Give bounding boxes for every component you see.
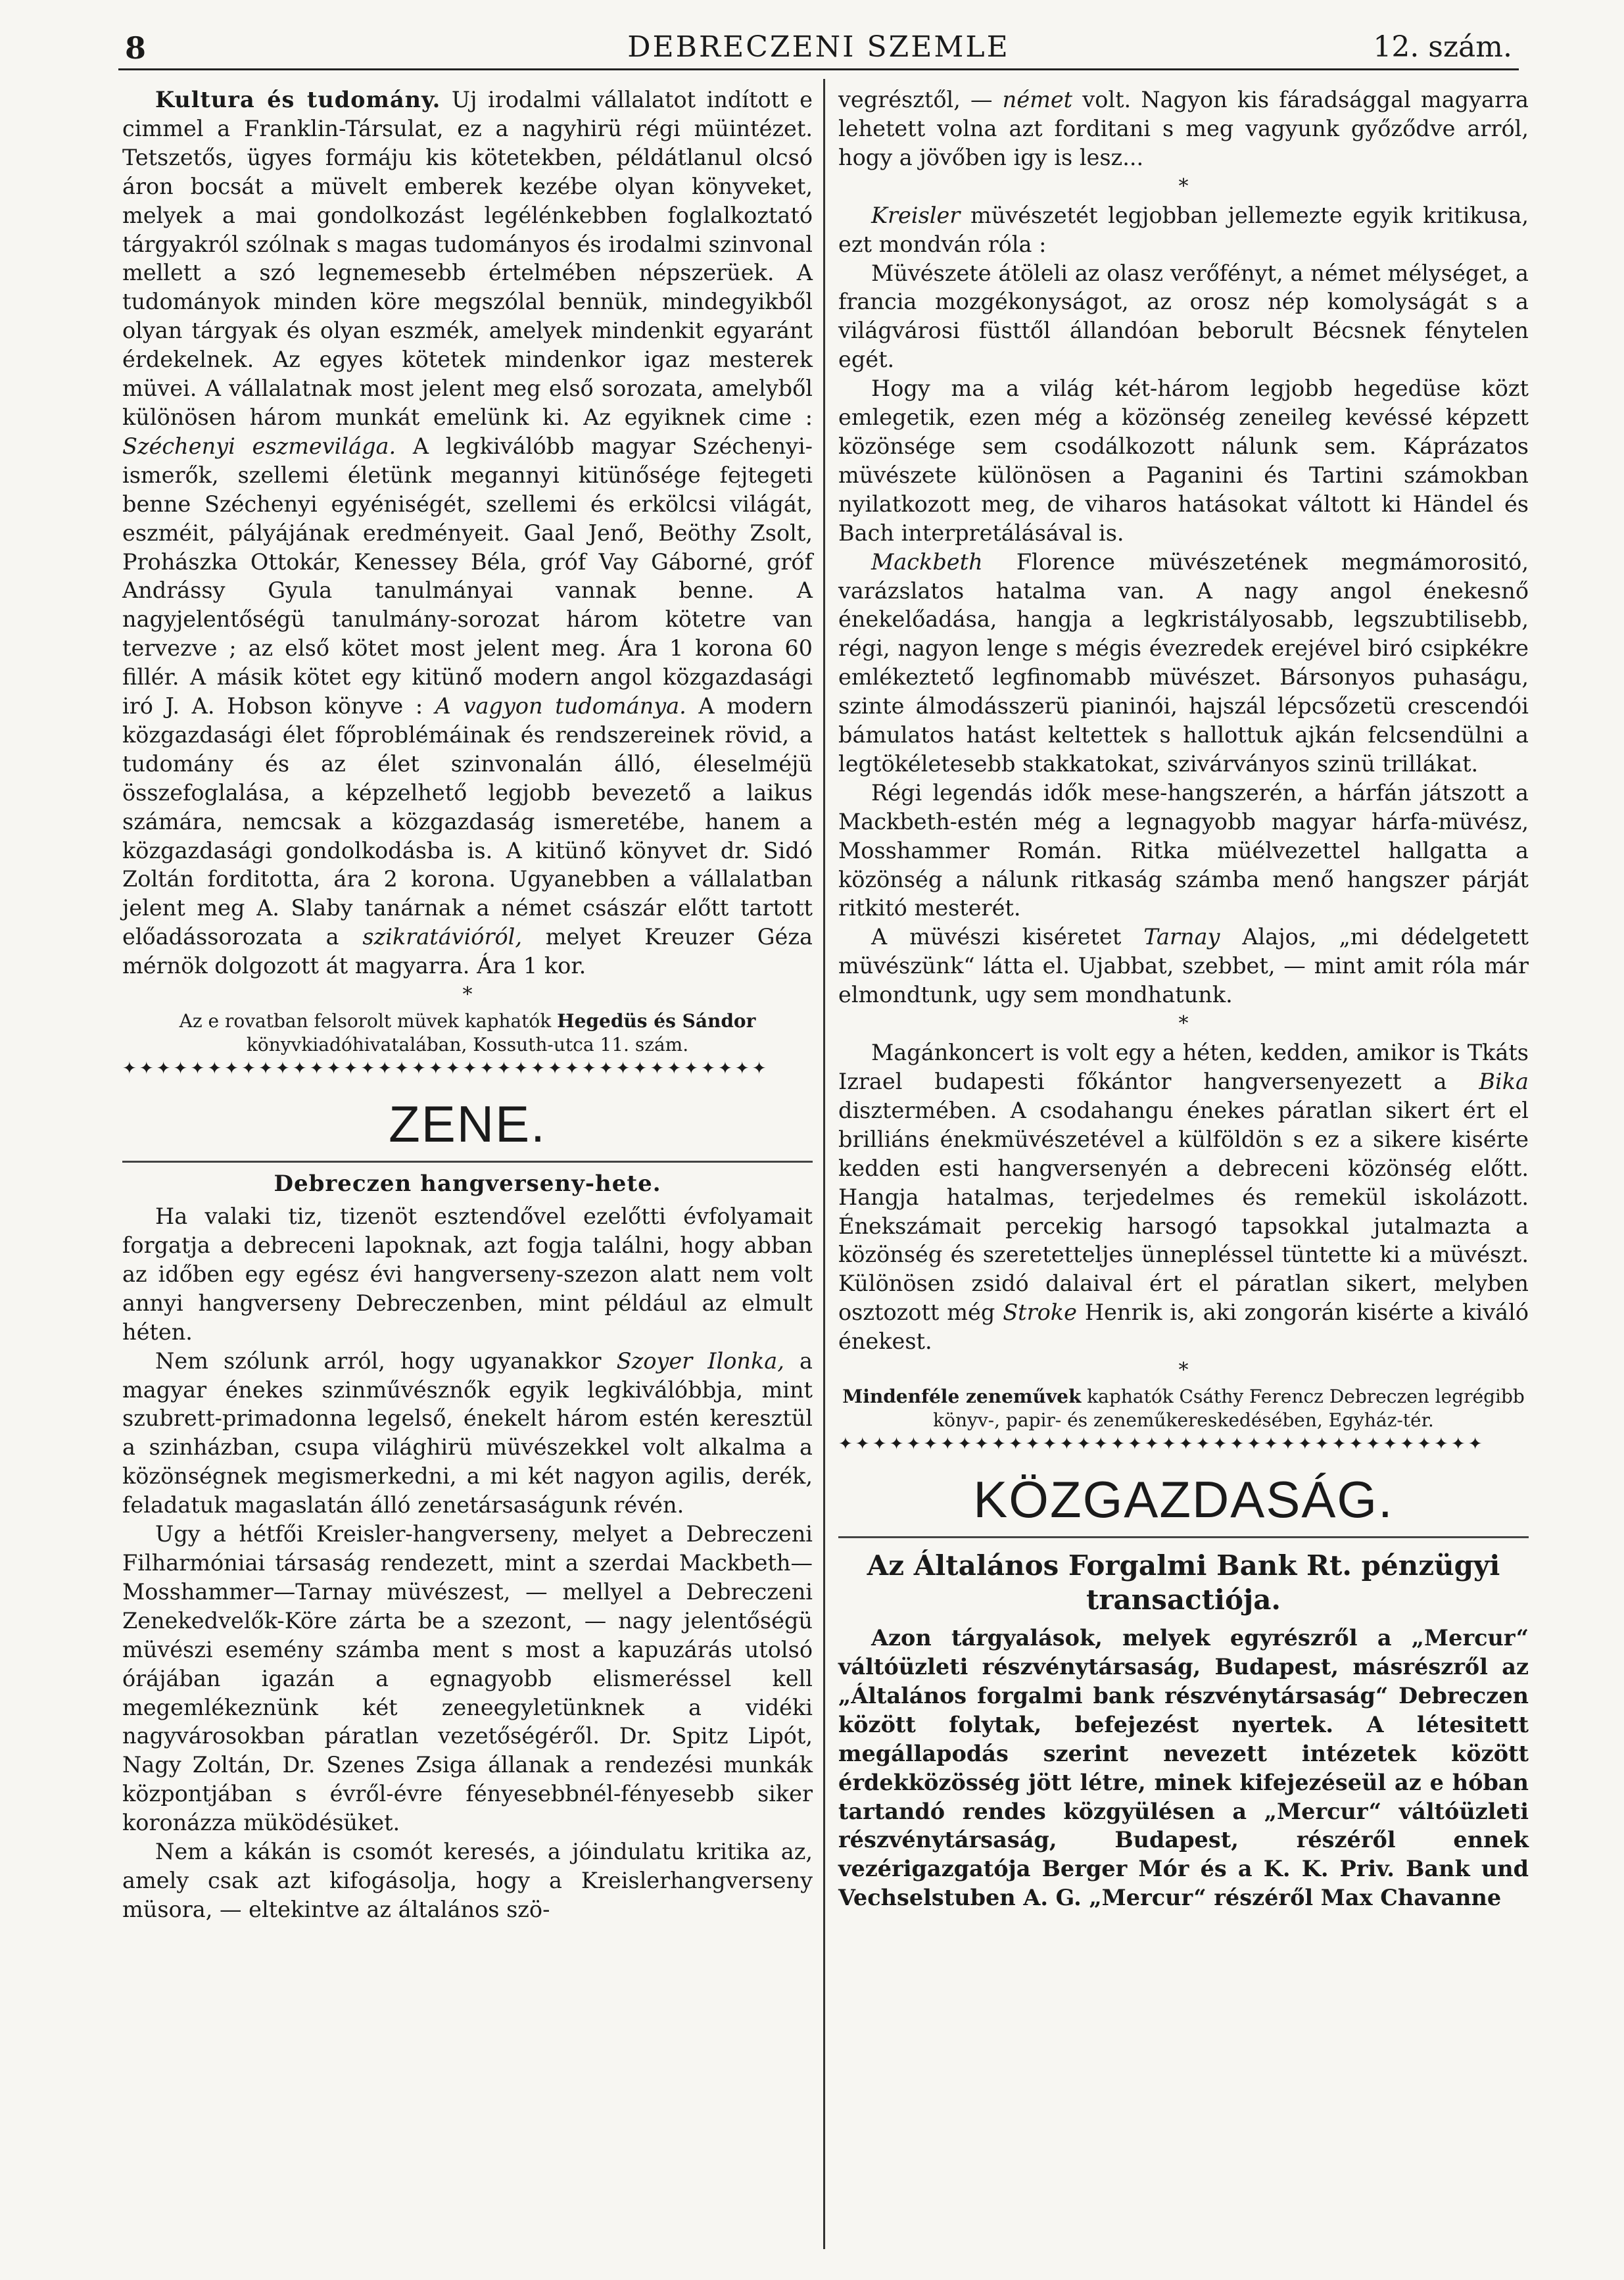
name-tarnay: Tarnay bbox=[1143, 924, 1220, 950]
name-stroke: Stroke bbox=[1003, 1299, 1077, 1326]
tkats-text: Magánkoncert is volt egy a héten, kedden, amikor is Tkáts Izrael budapesti főkántor hangversenyezett a bbox=[838, 1040, 1529, 1094]
bookshop-notice bbox=[122, 1009, 813, 1057]
journal-title: DEBRECZENI SZEMLE bbox=[627, 30, 1010, 64]
mackbeth-paragraph bbox=[838, 548, 1529, 779]
zene-paragraph-1: Ha valaki tiz, tizenöt esztendővel ezelőtti évfolyamait forgatja a debreceni lapoknak, azt fogja találni, hogy abban az időben egy egész évi hangverseny-szezon alatt nem volt annyi hangverseny Debreczenben, mint például az elmult héten. bbox=[122, 1203, 813, 1345]
mackbeth-text: Florence müvészetének megmámorositó, varázslatos hatalma van. A nagy angol énekesnő énekelőadása, hangja a legkristályosabb, legszubtilisebb, régi, nagyon lenge s mégis évezredek erejével biró csipkékre emlékeztető legfinomabb müvészet. Bársonyos puhaságu, szinte álmodásszerü pianinói, hajszál lépcsőzetü crescendói bámulatos hatást keltettek s hallottuk ajkán felcsendülni a legtökéletesebb stakkatokat, szivárványos szinü trillákat. bbox=[838, 548, 1529, 777]
tkats-text-2: disztermében. A csodahangu énekes páratlan sikert ért el brilliáns énekmüvészetével a külföldön s ez a sikere kisérte kedden esti hangversenyén a debreceni közönség előtt. Hangja hatalmas, terjedelmes és remekül iskolázott. Énekszámait percekig harsogó tapsokkal jutalmazta a közönség és szeretetteljes ünnepléssel tüntette ki a müvészt. Különösen zsidó dalaival ért el páratlan sikert, melyben osztozott még bbox=[838, 1097, 1529, 1326]
name-bika: Bika bbox=[1479, 1069, 1529, 1094]
kultura-heading: Kultura és tudomány. bbox=[155, 87, 441, 112]
book-title-szikra: szikratávióról, bbox=[362, 924, 523, 950]
rule bbox=[122, 1161, 813, 1163]
book-title-vagyon: A vagyon tudománya. bbox=[435, 693, 686, 719]
continued-paragraph bbox=[838, 85, 1529, 172]
notice-shop-name: Hegedüs és Sándor bbox=[557, 1010, 756, 1032]
kultura-text-2: A legkiválóbb magyar Széchenyi-ismerők, szellemi életünk megannyi kitünősége fejtegeti benne Széchenyi egyéniségét, szellemi és erkölcsi világát, eszméit, pályájának eredményeit. Gaal Jenő, Beöthy Zsolt, Prohászka Ottokár, Kenessey Béla, gróf Vay Gáborné, gróf Andrássy Gyula tanulmányai vannak benne. A nagyjelentőségü tanulmány-sorozat három kötetre van tervezve ; az első kötet most jelent meg. Ára 1 korona 60 fillér. A másik kötet egy kitünő modern angol közgazdasági iró J. A. Hobson könyve : bbox=[122, 433, 813, 719]
cont-text: vegrésztől, — bbox=[838, 87, 1003, 112]
tkats-text-3: Henrik is, aki zongorán kisérte a kiváló énekest. bbox=[838, 1299, 1529, 1355]
bank-paragraph: Azon tárgyalások, melyek egyrészről a „Mercur“ váltóüzleti részvénytársaság, Budapest, másrészről az „Általános forgalmi bank részvénytársaság“ Debreczen között folytak, befejezést nyertek. A létesitett megállapodás szerint nevezett intézetek között érdekközösség jött létre, minek kifejezéseül az e hóban tartandó rendes közgyülésen a „Mercur“ váltóüzleti részvénytársaság, Budapest, részéről ennek vezérigazgatója Berger Mór és a K. K. Priv. Bank und Vechselstuben A. G. „Mercur“ részéről Max Chavanne bbox=[838, 1625, 1529, 1911]
zene-paragraph-4: Nem a kákán is csomót keresés, a jóindulatu kritika az, amely csak azt kifogásolja, hogy a Kreislerhangverseny müsora, — eltekintve az általános szö- bbox=[122, 1839, 813, 1922]
kreisler-text: müvészetét legjobban jellemezte egyik kritikusa, ezt mondván róla : bbox=[838, 202, 1529, 257]
asterisk-separator: * bbox=[462, 983, 473, 1007]
ornament-divider: ✦✦✦✦✦✦✦✦✦✦✦✦✦✦✦✦✦✦✦✦✦✦✦✦✦✦✦✦✦✦✦✦✦✦✦✦✦✦ bbox=[838, 1434, 1485, 1455]
kreisler-paragraph bbox=[838, 201, 1529, 259]
book-title-szechenyi: Széchenyi eszmevilága. bbox=[122, 433, 396, 459]
asterisk-separator: * bbox=[1178, 1012, 1189, 1036]
asterisk-separator: * bbox=[1178, 174, 1189, 198]
harp-paragraph: Régi legendás idők mese-hangszerén, a hárfán játszott a Mackbeth-estén még a legnagyobb magyar hárfa-müvész, Mosshammer Román. Ritka müélvezettel hallgatta a közönség a nálunk ritkaság számba menő hangszer párját ritkitó mesterét. bbox=[838, 779, 1529, 921]
section-title-kozgazdasag: KÖZGAZDASÁG. bbox=[973, 1470, 1394, 1529]
tarnay-text: A müvészi kiséretet bbox=[871, 924, 1144, 950]
rule bbox=[838, 1536, 1529, 1538]
kultura-text-1: Uj irodalmi vállalatot indított e cimmel a Franklin-Társulat, ez a nagyhirü régi müintézet. Tetszetős, ügyes formáju kis kötetekben, példátlanul olcsó áron bocsát a müvelt emberek kezébe olyan könyveket, melyek a mai gondolkozást legélénkebben foglalkoztató tárgyakról szólnak s magas tudományos és irodalmi szinvonal mellett a szó legnemesebb értelmében népszerüek. A tudományok minden köre megszólal bennük, mindegyikből olyan tárgyak és olyan eszmék, amelyek mindenkit egyaránt érdekelnek. Az egyes kötetek mindenkor igaz mesterek müvei. A vállalatnak most jelent meg első sorozata, amelyből különösen három munkát emelünk ki. Az egyiknek cime : bbox=[122, 87, 813, 430]
name-szoyer: Szoyer Ilonka, bbox=[616, 1347, 784, 1374]
name-kreisler: Kreisler bbox=[871, 202, 961, 228]
kreisler-quote: Müvészete átöleli az olasz verőfényt, a német mélységet, a francia mozgékonyságot, az orosz nép komolyságát s a világvárosi füsttől állandóan beborult Bécsnek fénytelen egét. bbox=[838, 260, 1529, 373]
tarnay-paragraph bbox=[838, 923, 1529, 1009]
ornament-divider: ✦✦✦✦✦✦✦✦✦✦✦✦✦✦✦✦✦✦✦✦✦✦✦✦✦✦✦✦✦✦✦✦✦✦✦✦✦✦ bbox=[122, 1059, 769, 1079]
zene-p2-text-2: a magyar énekes szinművésznők egyik legkiválóbbja, mint szubrett-primadonna legelső, énekelt három estén keresztül a szinházban, csupa világhirü müvészekkel volt alkalma a közönségnek megismerkedni, a mi két nagyon agilis, derék, feladatuk magaslatán álló zenetársaságunk révén. bbox=[122, 1347, 813, 1518]
notice-bold: Mindenféle zeneművek bbox=[842, 1386, 1082, 1408]
bank-headline: Az Általános Forgalmi Bank Rt. pénzügyi transactiója. bbox=[867, 1549, 1500, 1616]
right-column bbox=[838, 85, 1529, 1912]
kultura-text-4: melyet Kreuzer Géza mérnök dolgozott át magyarra. Ára 1 kor. bbox=[122, 924, 813, 979]
notice-text: Az e rovatban felsorolt müvek kaphatók bbox=[179, 1010, 558, 1032]
word-nemet: német bbox=[1002, 87, 1073, 112]
music-shop-notice bbox=[838, 1385, 1529, 1432]
column-divider bbox=[823, 79, 825, 2249]
asterisk-separator: * bbox=[1178, 1359, 1189, 1382]
zene-paragraph-2 bbox=[122, 1347, 813, 1520]
kreisler-paragraph-2: Hogy ma a világ két-három legjobb hegedüse közt emlegetik, ezen még a közönség zeneileg kevéssé képzett közönsége sem csodálkozott nálunk sem. Káprázatos müvészete különösen a Paganini és Tartini számokban nyilatkozott meg, de viharos hatásokat váltott ki Händel és Bach interpretálásával is. bbox=[838, 376, 1529, 546]
article-subtitle: Debreczen hangverseny-hete. bbox=[274, 1171, 661, 1198]
section-title-zene: ZENE. bbox=[389, 1095, 546, 1153]
kultura-paragraph bbox=[122, 85, 813, 981]
notice-text: kaphatók Csáthy Ferencz Debreczen legrégibb könyv-, papir- és zeneműkereskedésében, Egyház-tér. bbox=[933, 1386, 1525, 1432]
page-number: 8 bbox=[125, 30, 147, 66]
name-mackbeth: Mackbeth bbox=[871, 548, 983, 575]
zene-paragraph-3: Ugy a hétfői Kreisler-hangverseny, melyet a Debreczeni Filharmóniai társaság rendezett, mint a szerdai Mackbeth—Mosshammer—Tarnay müvészest, — mellyel a Debreczeni Zenekedvelők-Köre zárta be a szezont, — nagy jelentőségü müvészi esemény számba ment s most a kapuzárás utolsó órájában igazán a egnagyobb elismeréssel kell megemlékeznünk két zeneegyletünknek a vidéki nagyvárosokban páratlan vezetőségéről. Dr. Spitz Lipót, Nagy Zoltán, Dr. Szenes Zsiga állanak a rendezési munkák központjában s évről-évre fényesebbnél-fényesebb siker koronázza müködésüket. bbox=[122, 1521, 813, 1836]
kultura-text-3: A modern közgazdasági élet főproblémáinak és rendszereinek rövid, a tudomány és az élet szinvonalán álló, éleselméjü összefoglalása, a képzelhető legjobb bevezető a laikus számára, nemcsak a közgazdaság ismeretébe, hanem a közgazdasági gondolkodásba is. A kitünő könyvet dr. Sidó Zoltán forditotta, ára 2 korona. Ugyanebben a vállalatban jelent meg A. Slaby tanárnak a német császár előtt tartott előadássorozata a bbox=[122, 693, 813, 950]
left-column bbox=[122, 85, 813, 1924]
tarnay-text-2: Alajos, „mi dédelgetett müvészünk“ látta el. Ujabbat, szebbet, — mint amit róla már elmondtunk, ugy sem mondhatunk. bbox=[838, 924, 1529, 1008]
tkats-paragraph bbox=[838, 1038, 1529, 1356]
notice-address: könyvkiadóhivatalában, Kossuth-utca 11. szám. bbox=[246, 1034, 689, 1056]
page-header bbox=[118, 26, 1519, 70]
cont-text-2: volt. Nagyon kis fáradsággal magyarra lehetett volna azt forditani s meg vagyunk győződve arról, hogy a jövőben igy is lesz... bbox=[838, 87, 1529, 170]
zene-p2-text: Nem szólunk arról, hogy ugyanakkor bbox=[155, 1347, 617, 1374]
issue-number: 12. szám. bbox=[1373, 30, 1512, 64]
